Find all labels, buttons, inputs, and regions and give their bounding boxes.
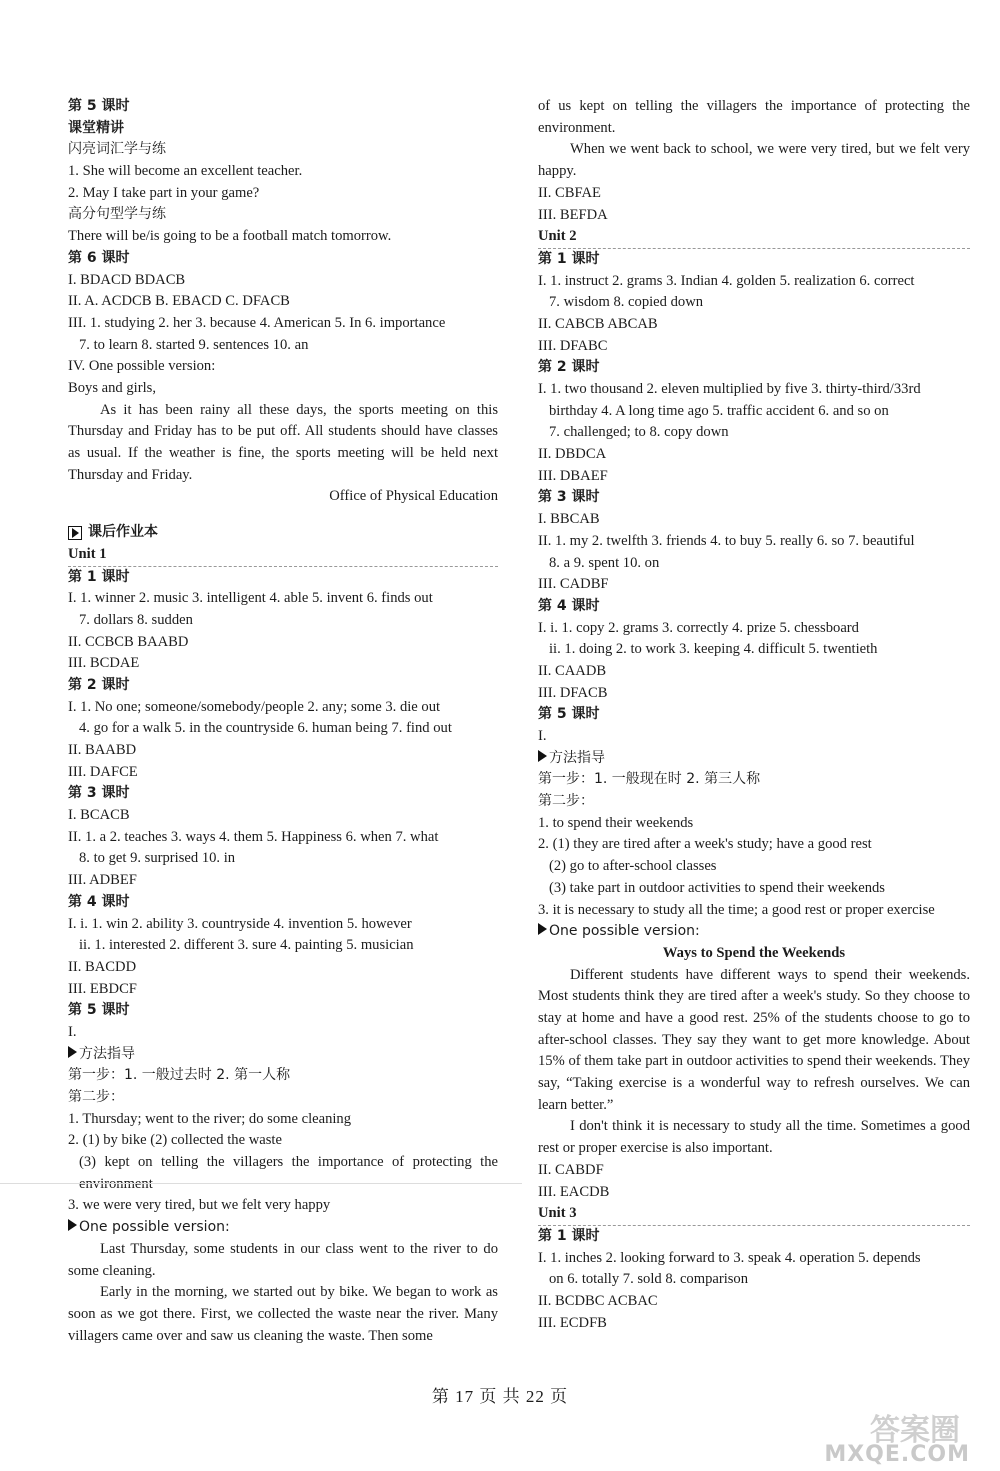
lesson-heading: 课堂精讲 (68, 119, 124, 136)
answer-line: II. BCDBC ACBAC (538, 1293, 658, 1310)
answer-line-continued: 7. wisdom 8. copied down (549, 294, 704, 311)
answer-line: II. 1. my 2. twelfth 3. friends 4. to buy 5. really 6. so 7. beautiful (538, 532, 915, 549)
answer-line: I. (538, 728, 547, 744)
answer-line: III. BEFDA (538, 206, 608, 223)
answer-line: III. ECDFB (538, 1314, 607, 1331)
play-box-icon (68, 526, 82, 540)
answer-line: II. CBFAE (538, 184, 601, 201)
signature-line: Office of Physical Education (329, 488, 498, 505)
essay-paragraph: When we went back to school, we were very tired, but we felt very happy. (538, 141, 970, 180)
unit-heading: Unit 3 (538, 1203, 970, 1226)
essay-paragraph: Early in the morning, we started out by bike. We began to work as soon as we got there. First, we collected the waste near the river. Many villagers came over and saw us cleaning the waste. Then some (68, 1284, 498, 1344)
answer-line: I. BCACB (68, 807, 130, 824)
lesson-heading: 第 5 课时 (68, 98, 130, 114)
chinese-line: 第二步： (538, 793, 594, 810)
chinese-line: 高分句型学与练 (68, 206, 166, 223)
answer-line: II. BACDD (68, 958, 137, 975)
method-heading-text: 方法指导 (79, 1045, 135, 1062)
unit-heading: Unit 1 (68, 544, 498, 567)
lesson-heading: 第 2 课时 (68, 676, 130, 693)
triangle-bullet-icon (68, 1046, 77, 1058)
triangle-bullet-icon (68, 1219, 77, 1231)
section-heading (68, 522, 498, 544)
answer-line-continued: ii. 1. doing 2. to work 3. keeping 4. difficult 5. twentieth (549, 641, 878, 658)
method-heading-text: One possible version: (549, 923, 700, 940)
answer-line: II. CCBCB BAABD (68, 633, 189, 650)
answer-line: 1. to spend their weekends (538, 814, 694, 831)
chinese-line: 第一步：1. 一般过去时 2. 第一人称 (68, 1067, 291, 1084)
triangle-bullet-icon (538, 750, 547, 762)
page-number-footer: 第 17 页 共 22 页 (431, 1387, 569, 1406)
lesson-heading: 第 2 课时 (538, 359, 600, 376)
answer-line: III. DBAEF (538, 467, 608, 484)
chinese-line: 第一步：1. 一般现在时 2. 第三人称 (538, 771, 761, 788)
answer-line-continued: 8. to get 9. surprised 10. in (79, 850, 236, 867)
section-heading-text: 课后作业本 (88, 524, 158, 541)
answer-line-continued: 7. to learn 8. started 9. sentences 10. an (79, 336, 309, 353)
lesson-heading: 第 1 课时 (68, 568, 130, 585)
answer-line: 2. May I take part in your game? (68, 184, 260, 201)
answer-line: 3. we were very tired, but we felt very happy (68, 1197, 331, 1214)
section-heading-row (68, 522, 498, 544)
method-heading-text: One possible version: (79, 1219, 230, 1236)
answer-line: 2. (1) they are tired after a week's study; have a good rest (538, 836, 872, 853)
method-heading-text: 方法指导 (549, 749, 605, 766)
chinese-line: 第二步： (68, 1089, 124, 1106)
answer-line: I. (68, 1023, 77, 1040)
answer-line: I. 1. winner 2. music 3. intelligent 4. able 5. invent 6. finds out (68, 590, 433, 607)
method-heading (68, 1044, 498, 1066)
answer-line: 3. it is necessary to study all the time; a good rest or proper exercise (538, 901, 935, 918)
chinese-line: 闪亮词汇学与练 (68, 141, 166, 158)
method-heading (68, 1217, 498, 1239)
watermark-logo-text: 答案圈 (870, 1413, 960, 1448)
answer-line: I. BBCAB (538, 511, 600, 528)
answer-line: II. A. ACDCB B. EBACD C. DFACB (68, 293, 290, 310)
answer-line-continued: 4. go for a walk 5. in the countryside 6. human being 7. find out (79, 720, 452, 737)
answer-line: III. EBDCF (68, 980, 137, 997)
answer-line: I. i. 1. win 2. ability 3. countryside 4. invention 5. however (68, 915, 412, 932)
answer-line-continued: (3) take part in outdoor activities to spend their weekends (549, 879, 885, 896)
method-heading (538, 748, 970, 770)
answer-line: I. i. 1. copy 2. grams 3. correctly 4. prize 5. chessboard (538, 619, 859, 636)
answer-line: I. 1. No one; someone/somebody/people 2. any; some 3. die out (68, 698, 441, 715)
unit-heading: Unit 2 (538, 226, 970, 249)
answer-line: III. DAFCE (68, 763, 138, 780)
answer-line-continued: 8. a 9. spent 10. on (549, 554, 660, 571)
answer-line-continued: ii. 1. interested 2. different 3. sure 4. painting 5. musician (79, 937, 414, 954)
answer-line-continued: 7. dollars 8. sudden (79, 611, 193, 628)
answer-line: II. BAABD (68, 742, 137, 759)
answer-line: II. CAADB (538, 662, 607, 679)
answer-line: I. 1. two thousand 2. eleven multiplied by five 3. thirty-third/33rd (538, 381, 921, 397)
answer-line: III. 1. studying 2. her 3. because 4. American 5. In 6. importance (68, 314, 446, 331)
left-column (68, 96, 498, 1347)
answer-line: 2. (1) by bike (2) collected the waste (68, 1132, 282, 1149)
answer-line: 1. Thursday; went to the river; do some cleaning (68, 1110, 352, 1127)
answer-line: 1. She will become an excellent teacher. (68, 163, 303, 180)
lesson-heading: 第 3 课时 (538, 489, 600, 506)
answer-line: III. CADBF (538, 576, 609, 593)
answer-line: I. 1. instruct 2. grams 3. Indian 4. golden 5. realization 6. correct (538, 272, 915, 289)
method-heading (538, 921, 970, 943)
essay-paragraph: As it has been rainy all these days, the sports meeting on this Thursday and Friday has to be put off. All students should have classes as usual. If the weather is fine, the sports meeting will be held next Thursday and Friday. (68, 401, 498, 483)
lesson-heading: 第 4 课时 (68, 893, 130, 910)
answer-line: III. DFABC (538, 337, 608, 354)
answer-line-continued: birthday 4. A long time ago 5. traffic accident 6. and so on (549, 402, 889, 419)
answer-line: I. 1. inches 2. looking forward to 3. speak 4. operation 5. depends (538, 1249, 921, 1266)
essay-paragraph: Different students have different ways to spend their weekends. Most students think they are tired after a week's study. So they choose to stay at home and have a good rest. 25% of the students choose to go to after-school classes. They say they want to get more knowledge. About 15% of them take part in outdoor activities to spend their weekends. They say, “Taking exercise is a wonderful way to refresh ourselves. We can learn better.” (538, 966, 970, 1113)
answer-line: I. BDACD BDACB (68, 271, 186, 288)
watermark-logo (790, 1405, 970, 1467)
lesson-heading: 第 1 课时 (538, 1227, 600, 1244)
right-column (538, 96, 970, 1334)
answer-line: There will be/is going to be a football match tomorrow. (68, 228, 392, 245)
lesson-heading: 第 5 课时 (538, 706, 600, 723)
answer-line: II. 1. a 2. teaches 3. ways 4. them 5. Happiness 6. when 7. what (68, 828, 439, 845)
essay-paragraph: Last Thursday, some students in our class went to the river to do some cleaning. (68, 1240, 498, 1279)
triangle-bullet-icon (538, 923, 547, 935)
answer-line: IV. One possible version: (68, 358, 216, 375)
text-line: of us kept on telling the villagers the importance of protecting the environment. (538, 98, 970, 136)
essay-title: Ways to Spend the Weekends (662, 944, 846, 961)
lesson-heading: 第 4 课时 (538, 597, 600, 614)
answer-line-continued: 7. challenged; to 8. copy down (549, 424, 729, 441)
answer-line: III. ADBEF (68, 872, 137, 889)
answer-line: Boys and girls, (68, 379, 156, 396)
answer-line-continued: (2) go to after-school classes (549, 858, 717, 875)
answer-line: III. DFACB (538, 684, 608, 701)
lesson-heading: 第 5 课时 (68, 1002, 130, 1019)
answer-line: III. BCDAE (68, 655, 140, 672)
essay-paragraph: I don't think it is necessary to study all the time. Sometimes a good rest or proper exercise is also important. (538, 1118, 970, 1157)
column-divider-line (0, 1183, 522, 1184)
answer-line-continued: on 6. totally 7. sold 8. comparison (549, 1271, 749, 1288)
lesson-heading: 第 1 课时 (538, 250, 600, 267)
lesson-heading: 第 6 课时 (68, 249, 130, 266)
lesson-heading: 第 3 课时 (68, 785, 130, 802)
answer-line: II. CABDF (538, 1161, 604, 1178)
watermark-site-text: MXQE.COM (824, 1442, 970, 1467)
answer-line: II. CABCB ABCAB (538, 315, 658, 332)
answer-line: III. EACDB (538, 1183, 610, 1200)
answer-line: II. DBDCA (538, 446, 607, 463)
answer-line-wrapped: (3) kept on telling the villagers the importance of protecting the environment (79, 1154, 498, 1192)
